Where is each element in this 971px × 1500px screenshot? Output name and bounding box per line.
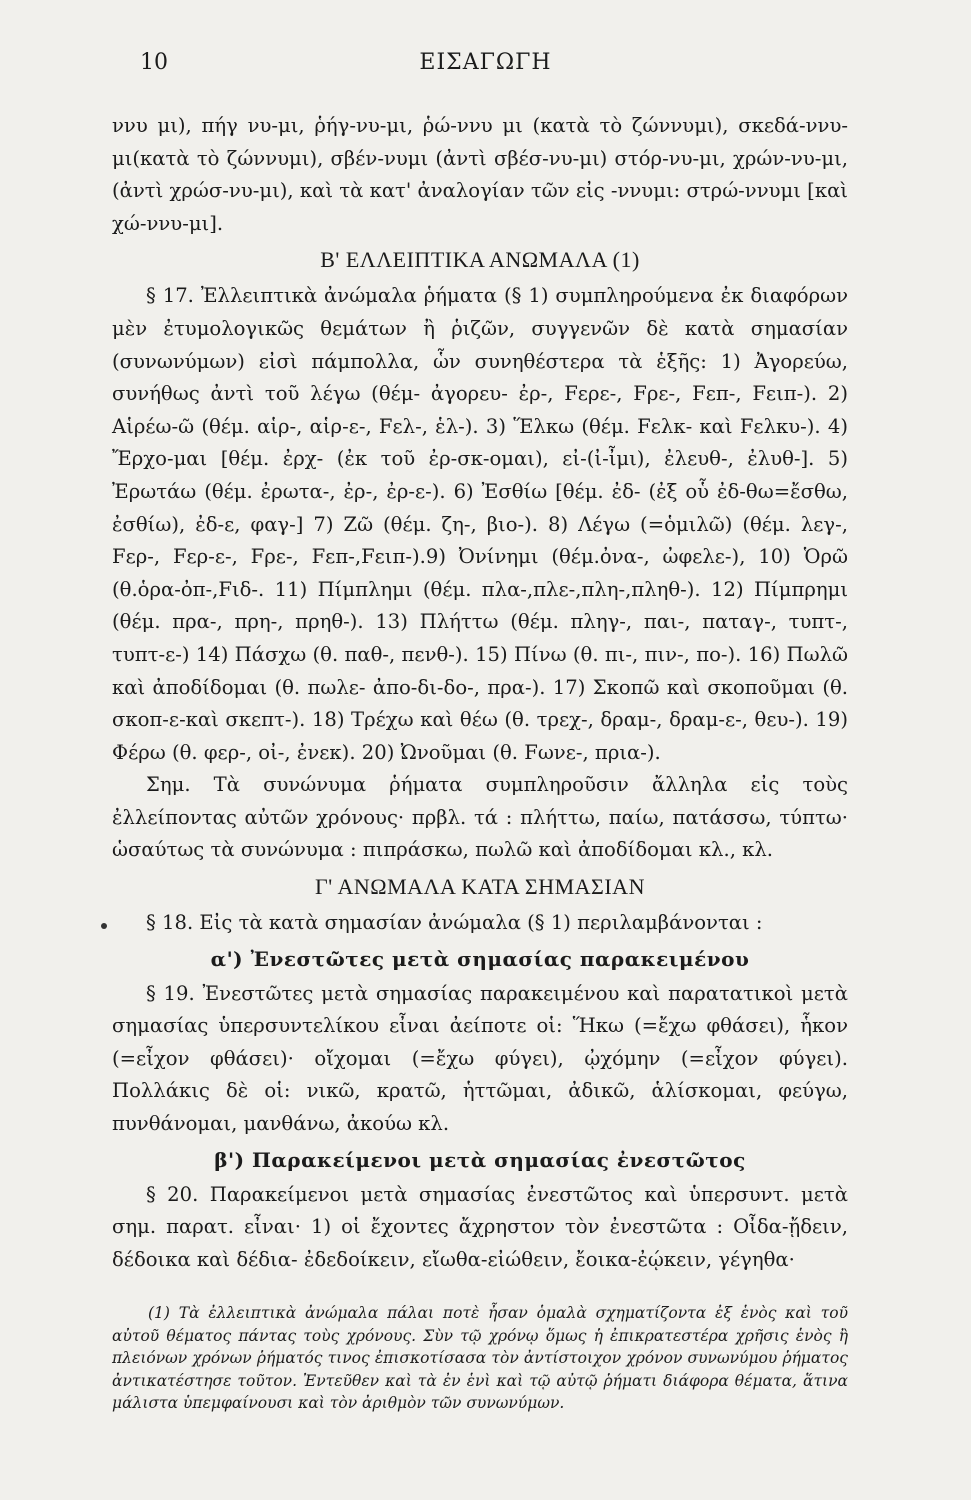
margin-speck	[101, 923, 107, 929]
running-title: ΕΙΣΑΓΩΓΗ	[419, 50, 552, 75]
footnote-1: (1) Τὰ ἐλλειπτικὰ ἀνώμαλα πάλαι ποτὲ ἦσαν ὁμαλὰ σχηματίζοντα ἐξ ἑνὸς καὶ τοῦ αὐτοῦ θέματος πάντας τοὺς χρόνους. Σὺν τῷ χρόνῳ ὅμως ἡ ἐπικρατεστέρα χρῆσις ἑνὸς ἢ πλειόνων χρόνων ῥήματός τινος ἐπισκοτίσασα τὸν ἀντίστοιχον χρόνον συνωνύμου ῥήματος ἀντικατέστησε τοῦτον. Ἐντεῦθεν καὶ τὰ ἐν ἑνὶ καὶ τῷ αὐτῷ ῥήματι διάφορα θέματα, ἅτινα μάλιστα ὑπεμφαίνουσι καὶ τὸν ἀριθμὸν τῶν συνωνύμων.	[112, 1304, 848, 1412]
footnotes	[112, 1302, 848, 1415]
paragraph-19: § 19. Ἐνεστῶτες μετὰ σημασίας παρακειμένου καὶ παρατατικοὶ μετὰ σημασίας ὑπερσυντελίκου εἶναι ἀείποτε οἱ: Ἥκω (=ἔχω φθάσει), ἧκον (=εἶχον φθάσει)· οἴχομαι (=ἔχω φύγει), ᾠχόμην (=εἶχον φύγει). Πολλάκις δὲ οἱ: νικῶ, κρατῶ, ἡττῶμαι, ἀδικῶ, ἁλίσκομαι, φεύγω, πυνθάνομαι, μανθάνω, ἀκούω κλ.	[112, 981, 848, 1136]
paragraph-nnymi: ννυ μι), πήγ νυ-μι, ῥήγ-νυ-μι, ῥώ-ννυ μι (κατὰ τὸ ζώννυμι), σκεδά-ννυ-μι(κατὰ τὸ ζώννυμι), σβέν-νυμι (ἀντὶ σβέσ-νυ-μι) στόρ-νυ-μι, χρών-νυ-μι, (ἀντὶ χρώσ-νυ-μι), καὶ τὰ κατ' ἀναλογίαν τῶν εἰς -ννυμι: στρώ-ννυμι [καὶ χώ-ννυ-μι].	[112, 114, 848, 235]
main-text	[112, 110, 848, 1276]
paragraph-17: § 17. Ἐλλειπτικὰ ἀνώμαλα ῥήματα (§ 1) συμπληρούμενα ἐκ διαφόρων μὲν ἐτυμολογικῶς θεμάτων ἢ ῥιζῶν, συγγενῶν δὲ κατὰ σημασίαν (συνωνύμων) εἰσὶ πάμπολλα, ὧν συνηθέστερα τὰ ἑξῆς: 1) Ἀγορεύω, συνήθως ἀντὶ τοῦ λέγω (θέμ- ἀγορευ- ἐρ-, Fερε-, Fρε-, Fεπ-, Fειπ-). 2) Αἱρέω-ῶ (θέμ. αἱρ-, αἱρ-ε-, Fελ-, ἑλ-). 3) Ἕλκω (θέμ. Fελκ- καὶ Fελκυ-). 4) Ἔρχο-μαι [θέμ. ἐρχ- (ἐκ τοῦ ἐρ-σκ-ομαι), εἰ-(ἰ-ἶμι), ἐλευθ-, ἐλυθ-]. 5) Ἐρωτάω (θέμ. ἐρωτα-, ἐρ-, ἐρ-ε-). 6) Ἐσθίω [θέμ. ἐδ- (ἐξ οὗ ἐδ-θω=ἔσθω, ἐσθίω), ἐδ-ε, φαγ-] 7) Ζῶ (θέμ. ζη-, βιο-). 8) Λέγω (=ὁμιλῶ) (θέμ. λεγ-, Fερ-, Fερ-ε-, Fρε-, Fεπ-,Fειπ-).9) Ὀνίνημι (θέμ.ὀνα-, ὠφελε-), 10) Ὁρῶ (θ.ὁρα-ὀπ-,Fιδ-. 11) Πίμπλημι (θέμ. πλα-,πλε-,πλη-,πληθ-). 12) Πίμπρημι (θέμ. πρα-, πρη-, πρηθ-). 13) Πλήττω (θέμ. πληγ-, παι-, παταγ-, τυπτ-, τυπτ-ε-) 14) Πάσχω (θ. παθ-, πενθ-). 15) Πίνω (θ. πι-, πιν-, πο-). 16) Πωλῶ καὶ ἀποδίδομαι (θ. πωλε- ἀπο-δι-δο-, πρα-). 17) Σκοπῶ καὶ σκοποῦμαι (θ. σκοπ-ε-καὶ σκεπτ-). 18) Τρέχω καὶ θέω (θ. τρεχ-, δραμ-, δραμ-ε-, θευ-). 19) Φέρω (θ. φερ-, οἰ-, ἐνεκ). 20) Ὠνοῦμαι (θ. Fωνε-, πρια-).	[112, 284, 848, 764]
section-heading-semantic: Γ' ΑΝΩΜΑΛΑ ΚΑΤΑ ΣΗΜΑΣΙΑΝ	[315, 874, 645, 900]
page-number: 10	[140, 50, 168, 75]
paragraph-20: § 20. Παρακείμενοι μετὰ σημασίας ἐνεστῶτος καὶ ὑπερσυντ. μετὰ σημ. παρατ. εἶναι· 1) οἱ ἔχοντες ἄχρηστον τὸν ἐνεστῶτα : Οἶδα-ᾔδειν, δέδοικα καὶ δέδια- ἐδεδοίκειν, εἴωθα-εἰώθειν, ἔοικα-ἐῴκειν, γέγηθα·	[112, 1182, 848, 1271]
subheading-b: β') Παρακείμενοι μετὰ σημασίας ἐνεστῶτος	[214, 1147, 746, 1172]
subheading-a: α') Ἐνεστῶτες μετὰ σημασίας παρακειμένου	[210, 946, 750, 971]
note-paragraph: Σημ. Τὰ συνώνυμα ῥήματα συμπληροῦσιν ἄλληλα εἰς τοὺς ἐλλείποντας αὐτῶν χρόνους· πρβλ. τά : πλήττω, παίω, πατάσσω, τύπτω· ὡσαύτως τὰ συνώνυμα : πιπράσκω, πωλῶ καὶ ἀποδίδομαι κλ., κλ.	[112, 773, 848, 862]
section-heading-elliptic: Β' ΕΛΛΕΙΠΤΙΚΑ ΑΝΩΜΑΛΑ (1)	[320, 247, 640, 273]
paragraph-18: § 18. Εἰς τὰ κατὰ σημασίαν ἀνώμαλα (§ 1) περιλαμβάνονται :	[146, 911, 763, 935]
